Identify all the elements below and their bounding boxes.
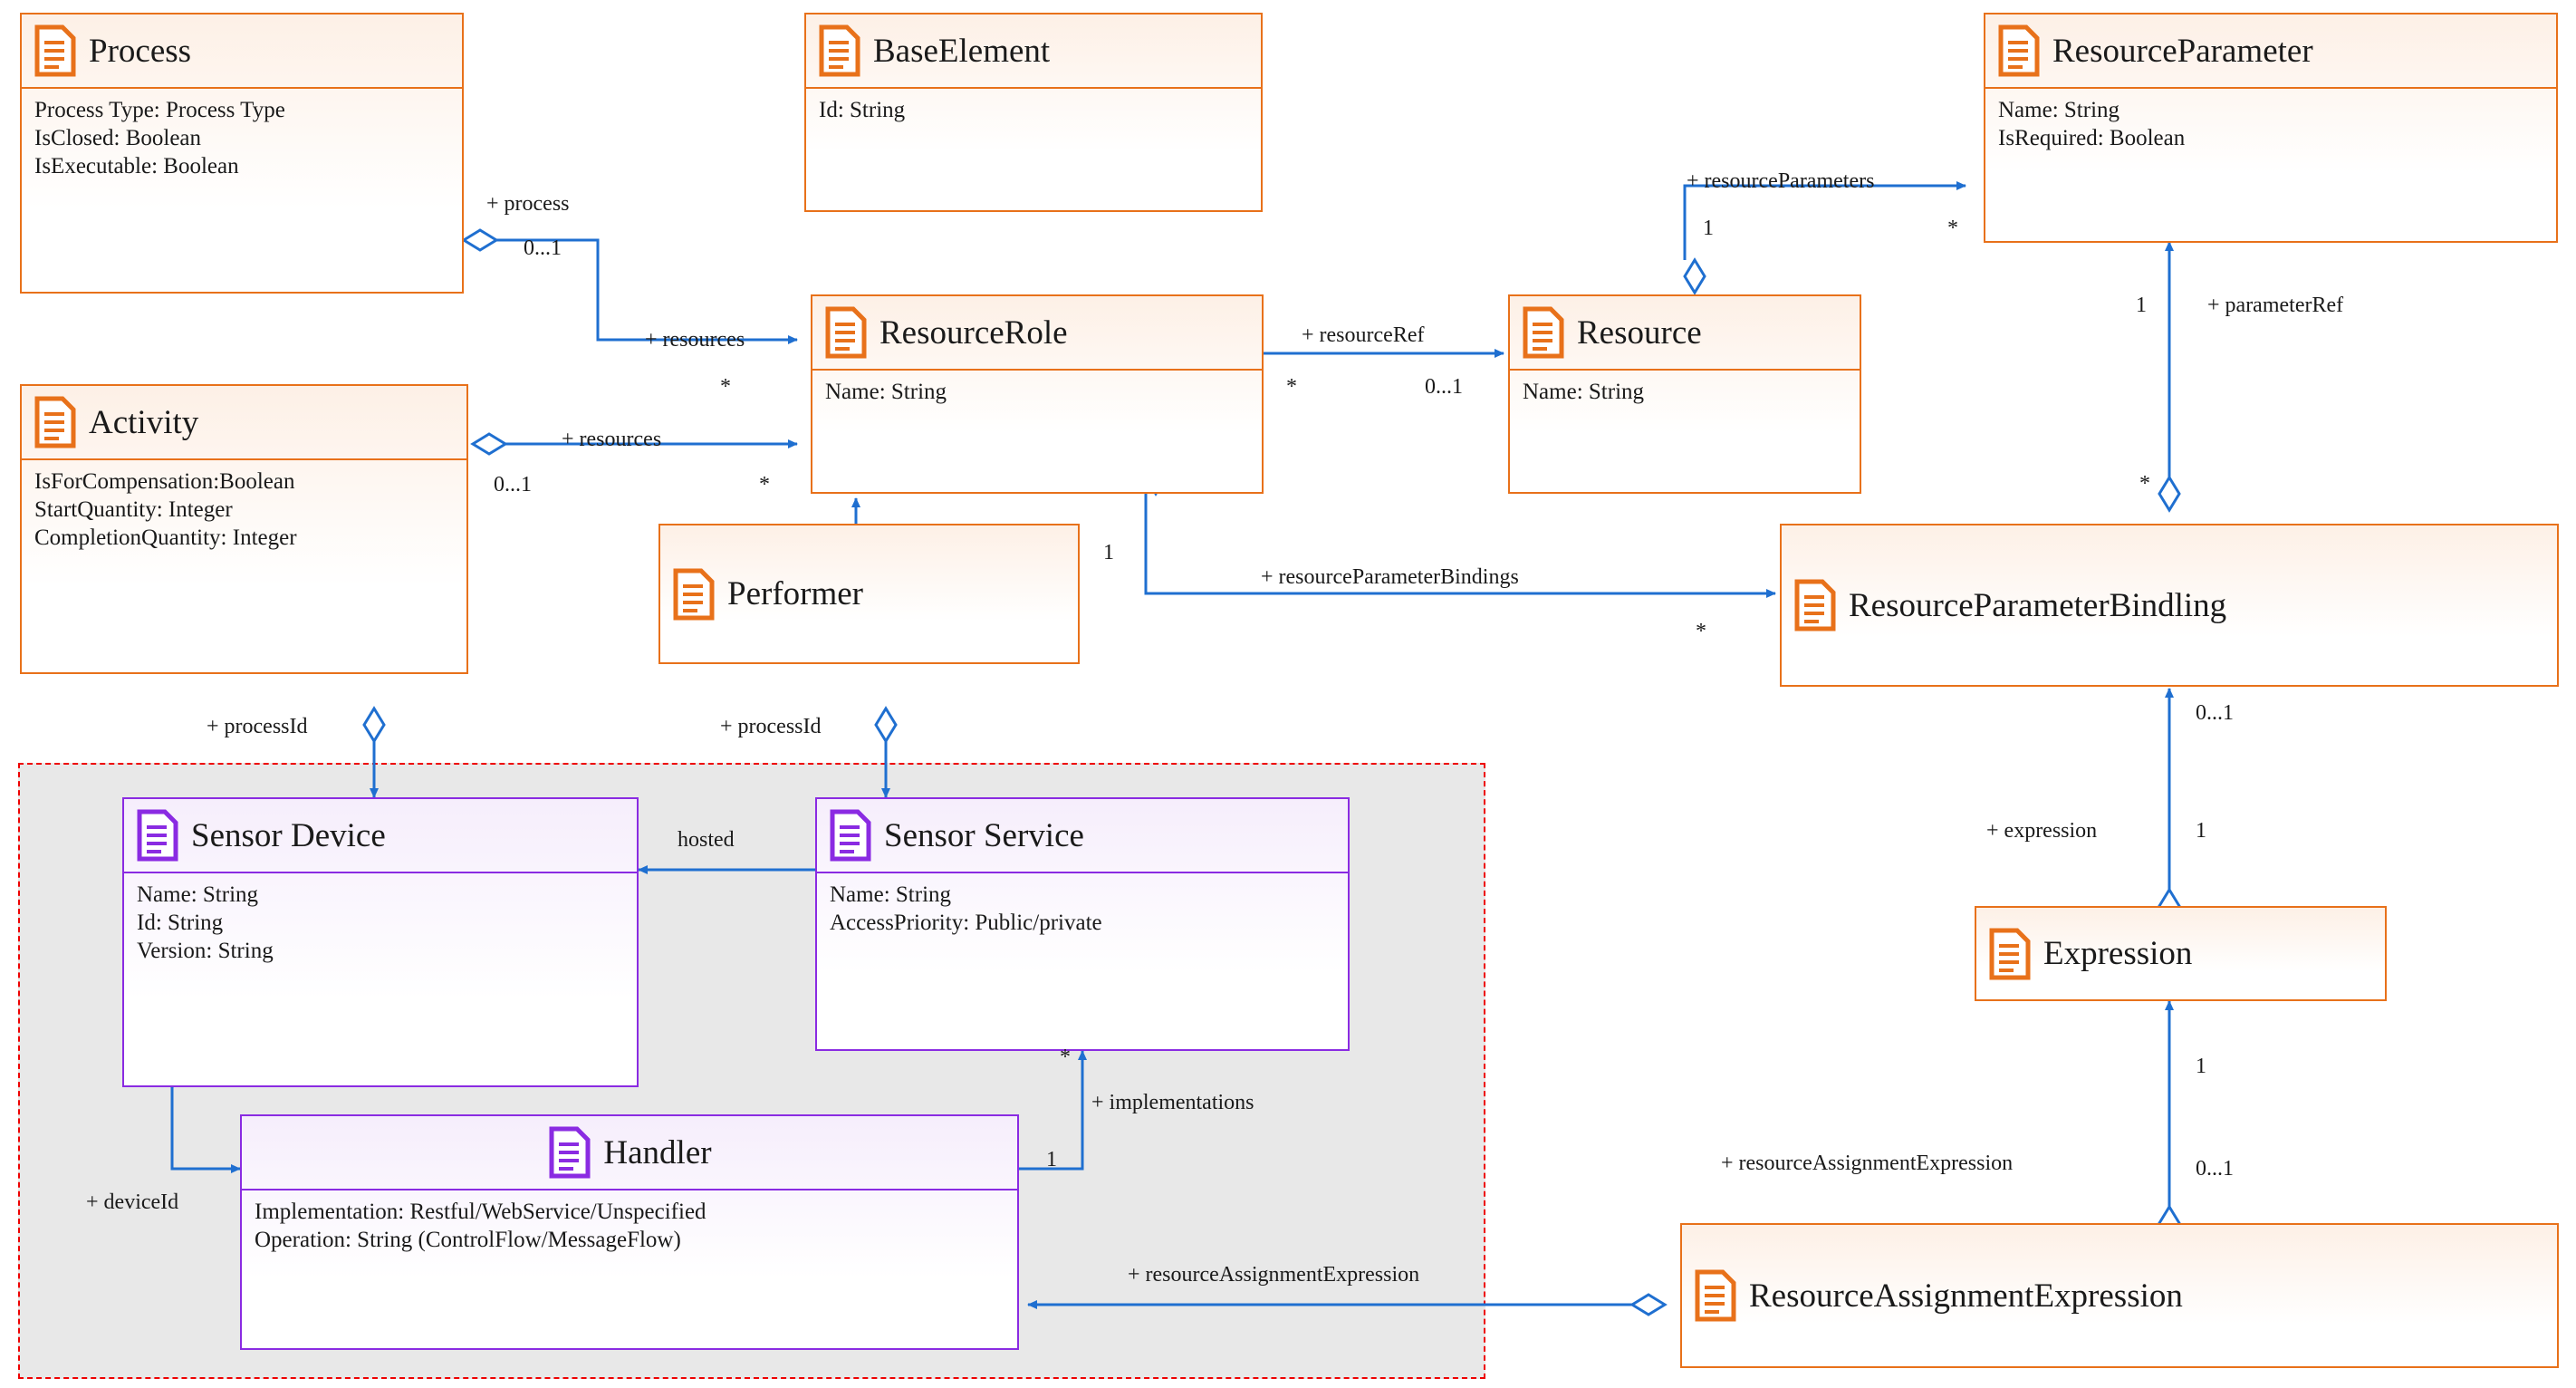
document-icon [1794,579,1836,631]
class-resourceparameter[interactable] [1984,13,2558,243]
edge-label-resourceref: + resourceRef [1302,323,1425,347]
class-performer-header [660,525,1078,662]
edge-mult-resources-activity: * [759,473,770,496]
edge-label-process: + process [486,192,570,216]
document-icon [1989,928,2031,980]
edge-mult-rae-right-top: 1 [2196,1055,2206,1078]
document-icon [1695,1269,1736,1322]
class-name: Handler [603,1133,712,1171]
edge-label-parameterref: + parameterRef [2207,294,2344,317]
edge-mult-rae-right-bottom: 0...1 [2196,1157,2234,1181]
edge-label-expression: + expression [1986,819,2098,843]
edge-mult-expression-top: 0...1 [2196,701,2234,725]
class-baseelement[interactable] [804,13,1263,212]
class-performer[interactable] [658,524,1080,664]
edge-label-resources-activity: + resources [562,428,662,451]
attribute: Operation: String (ControlFlow/MessageFlow) [255,1228,681,1252]
attribute: Name: String [830,882,952,907]
class-attributes [1510,371,1860,415]
class-name: Sensor Service [884,816,1084,854]
class-name: Sensor Device [191,816,386,854]
class-resourceparameterbindling-header [1782,525,2557,685]
edge-label-resourceparameters: + resourceParameters [1687,169,1875,193]
class-name: BaseElement [873,32,1051,70]
document-icon [34,396,76,448]
class-name: Activity [89,403,199,441]
edge-label-hosted: hosted [678,828,735,852]
class-attributes [124,873,637,974]
attribute: IsForCompensation:Boolean [34,469,295,494]
document-icon [1998,24,2040,77]
edge-label-implementations: + implementations [1091,1091,1254,1114]
class-attributes [817,873,1348,946]
attribute: Name: String [137,882,259,907]
class-name: ResourceParameterBindling [1849,586,2227,624]
edge-mult-resources-activity-src: 0...1 [494,473,532,496]
document-icon [137,809,178,862]
edge-mult-resourceref-src: * [1286,375,1297,399]
class-sensor-service[interactable] [815,797,1350,1051]
class-process-header [22,14,462,89]
edge-mult-resourceparameters: * [1947,217,1958,240]
attribute: Name: String [1998,98,2120,122]
class-resourceassignmentexpression[interactable] [1680,1223,2559,1368]
class-expression-header [1976,908,2385,999]
edge-label-deviceid: + deviceId [86,1190,179,1214]
class-name: ResourceAssignmentExpression [1749,1277,2183,1315]
class-resourceparameterbindling[interactable] [1780,524,2559,687]
edge-label-processid-performer: + processId [720,715,822,738]
class-name: ResourceParameter [2052,32,2313,70]
class-resourceassignmentexpression-header [1682,1225,2557,1366]
class-attributes [806,89,1261,133]
edge-mult-process: 0...1 [524,236,562,260]
class-resource[interactable] [1508,294,1861,494]
class-expression[interactable] [1975,906,2387,1001]
class-name: Expression [2043,935,2193,972]
edge-mult-expression-bottom: 1 [2196,819,2206,843]
class-attributes [242,1190,1017,1263]
edge-mult-resourceparameters-src: 1 [1703,217,1714,240]
class-attributes [812,371,1262,415]
edge-mult-implementations: * [1060,1046,1071,1069]
class-attributes [22,460,466,561]
edge-label-resources-process: + resources [645,328,745,352]
attribute: AccessPriority: Public/private [830,911,1102,935]
class-name: Process [89,32,192,70]
attribute: IsRequired: Boolean [1998,126,2186,150]
edge-label-rae-bottom: + resourceAssignmentExpression [1128,1263,1420,1287]
attribute: IsClosed: Boolean [34,126,202,150]
attribute: Id: String [137,911,224,935]
attribute: CompletionQuantity: Integer [34,525,297,550]
edge-label-processid-activity: + processId [207,715,308,738]
class-name: Resource [1577,313,1702,352]
class-handler-header [242,1116,1017,1190]
document-icon [549,1126,591,1179]
attribute: Version: String [137,939,274,963]
attribute: Name: String [825,380,947,404]
class-sensor-device[interactable] [122,797,639,1087]
edge-mult-resources-process: * [720,375,731,399]
class-sensor-service-header [817,799,1348,873]
class-resource-header [1510,296,1860,371]
attribute: Process Type: Process Type [34,98,285,122]
attribute: Id: String [819,98,906,122]
document-icon [1523,306,1564,359]
class-resourcerole[interactable] [811,294,1264,494]
class-resourceparameter-header [1985,14,2556,89]
edge-mult-resourceref: 0...1 [1425,375,1463,399]
document-icon [830,809,871,862]
class-activity[interactable] [20,384,468,674]
class-activity-header [22,386,466,460]
edge-mult-parameterref-top: 1 [2136,294,2147,317]
class-sensor-device-header [124,799,637,873]
attribute: Name: String [1523,380,1645,404]
document-icon [673,568,715,621]
edge-label-rae-right: + resourceAssignmentExpression [1721,1152,2014,1175]
attribute: Implementation: Restful/WebService/Unspecified [255,1200,706,1224]
edge-mult-implementations-src: 1 [1046,1148,1057,1171]
class-process[interactable] [20,13,464,294]
class-resourcerole-header [812,296,1262,371]
class-baseelement-header [806,14,1261,89]
edge-mult-parameterref-bottom: * [2139,472,2150,496]
attribute: StartQuantity: Integer [34,497,233,522]
class-attributes [22,89,462,189]
class-attributes [1985,89,2556,161]
document-icon [825,306,867,359]
edge-mult-rpb: * [1696,620,1706,643]
edge-label-resourceparameterbindings: + resourceParameterBindings [1261,565,1519,589]
class-handler[interactable] [240,1114,1019,1350]
attribute: IsExecutable: Boolean [34,154,239,178]
edge-mult-rpb-src: 1 [1103,541,1114,564]
class-name: ResourceRole [879,313,1068,352]
class-name: Performer [727,575,863,612]
document-icon [34,24,76,77]
document-icon [819,24,860,77]
